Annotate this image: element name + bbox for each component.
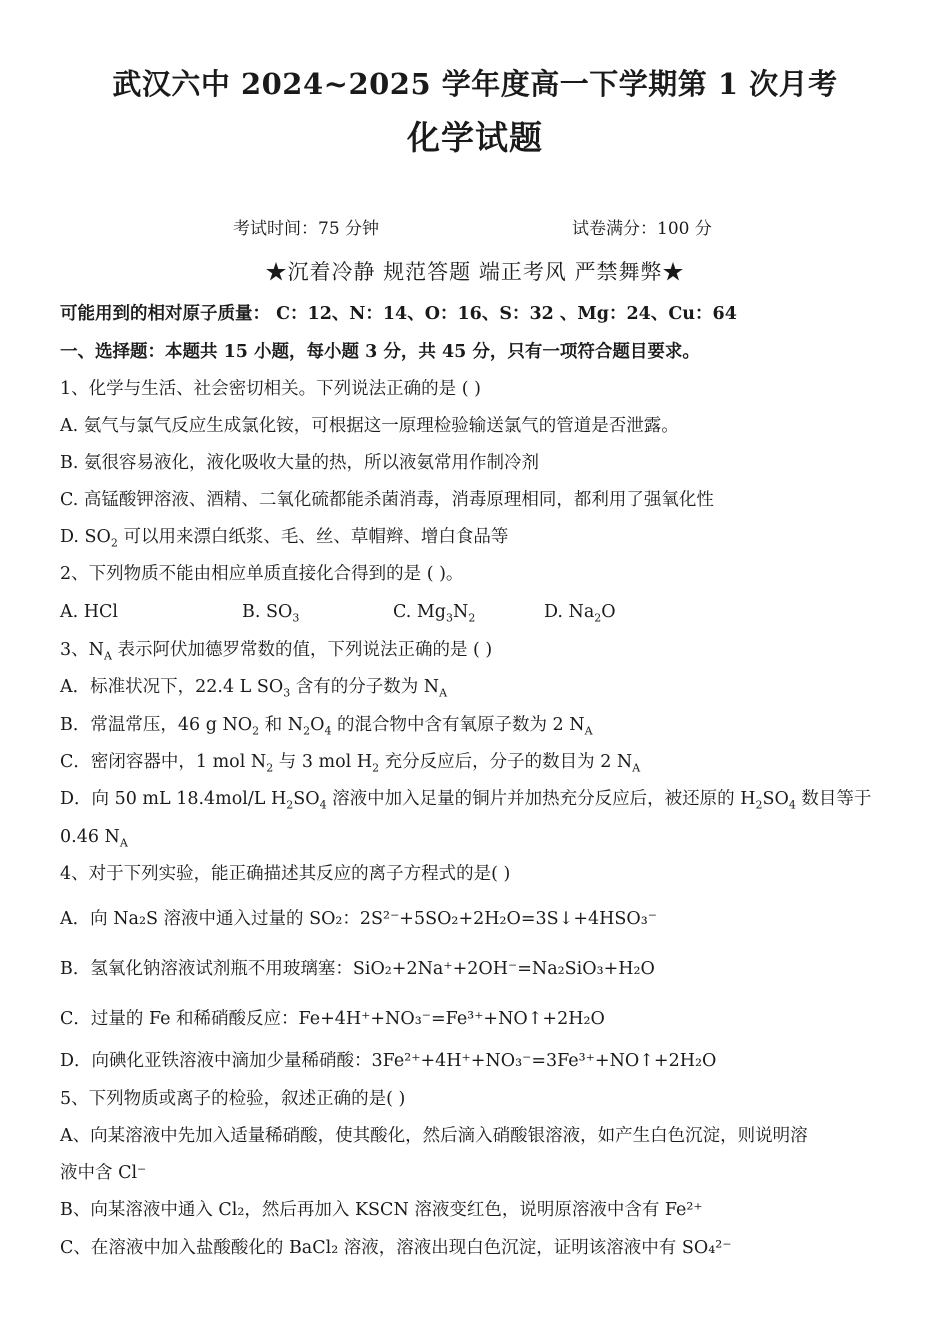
q1-option-d: D. $SO_2$ 可以用来漂白纸浆、毛、丝、草帽辫、增白食品等: [60, 527, 509, 550]
page-title: 武汉六中 2024~2025 学年度高一下学期第 1 次月考: [112, 67, 838, 101]
q1-stem: 1、化学与生活、社会密切相关。下列说法正确的是 ( ): [60, 379, 481, 399]
atomic-masses: 可能用到的相对原子质量： C：12、N：14、O：16、S：32 、Mg：24、Cu：64: [60, 304, 737, 324]
page-subtitle: 化学试题: [407, 118, 543, 157]
q3-option-c: C．密闭容器中，1 mol $N_2$ 与 3 mol $H_2$ 充分反应后，分子的数目为 2 $N_A$: [60, 752, 641, 775]
q1-option-b: B. 氨很容易液化，液化吸收大量的热，所以液氨常用作制冷剂: [60, 453, 539, 473]
q2-option-b: B. $SO_3$: [242, 602, 300, 625]
q5-stem: 5、下列物质或离子的检验，叙述正确的是( ): [60, 1089, 406, 1109]
q2-option-a: A. HCl: [60, 602, 119, 622]
q3-option-a: A．标准状况下，22.4 L $SO_3$ 含有的分子数为 $N_A$: [60, 677, 448, 700]
motto: ★沉着冷静 规范答题 端正考风 严禁舞弊★: [265, 260, 685, 284]
q3-option-d: D．向 50 mL 18.4mol/L $H_2SO_4$ 溶液中加入足量的铜片并加热充分反应后，被还原的 $H_2SO_4$ 数目等于: [60, 789, 872, 812]
q4-option-b: B．氢氧化钠溶液试剂瓶不用玻璃塞：SiO₂+2Na⁺+2OH⁻=Na₂SiO₃+H₂O: [60, 959, 655, 979]
q2-option-d: D. $Na_2O$: [544, 602, 616, 625]
q4-option-c: C．过量的 Fe 和稀硝酸反应：Fe+4H⁺+NO₃⁻=Fe³⁺+NO↑+2H₂O: [60, 1009, 605, 1029]
q2-stem: 2、下列物质不能由相应单质直接化合得到的是 ( )。: [60, 564, 464, 584]
q4-stem: 4、对于下列实验，能正确描述其反应的离子方程式的是( ): [60, 864, 511, 884]
q1-option-c: C. 高锰酸钾溶液、酒精、二氧化硫都能杀菌消毒，消毒原理相同，都利用了强氧化性: [60, 490, 714, 510]
q4-option-a: A．向 Na₂S 溶液中通入过量的 SO₂：2S²⁻+5SO₂+2H₂O=3S↓+4HSO₃⁻: [60, 909, 657, 929]
full-score: 试卷满分：100 分: [572, 219, 712, 239]
q5-option-c: C、在溶液中加入盐酸酸化的 BaCl₂ 溶液，溶液出现白色沉淀，证明该溶液中有 SO₄²⁻: [60, 1238, 732, 1258]
q3-option-d-cont: 0.46 $N_A$: [60, 827, 128, 850]
q5-option-a-cont: 液中含 Cl⁻: [60, 1163, 147, 1183]
q5-option-b: B、向某溶液中通入 Cl₂，然后再加入 KSCN 溶液变红色，说明原溶液中含有 Fe²⁺: [60, 1200, 703, 1220]
section-heading: 一、选择题：本题共 15 小题，每小题 3 分，共 45 分，只有一项符合题目要求。: [60, 342, 700, 362]
q4-option-d: D．向碘化亚铁溶液中滴加少量稀硝酸：3Fe²⁺+4H⁺+NO₃⁻=3Fe³⁺+NO↑+2H₂O: [60, 1051, 717, 1071]
q5-option-a: A、向某溶液中先加入适量稀硝酸，使其酸化，然后滴入硝酸银溶液，如产生白色沉淀，则说明溶: [60, 1126, 808, 1146]
q3-stem: 3、$N_A$ 表示阿伏加德罗常数的值，下列说法正确的是 ( ): [60, 640, 493, 663]
q1-option-a: A. 氨气与氯气反应生成氯化铵，可根据这一原理检验输送氯气的管道是否泄露。: [60, 416, 679, 436]
q2-option-c: C. $Mg_3N_2$: [393, 602, 476, 625]
q3-option-b: B．常温常压，46 g $NO_2$ 和 $N_2O_4$ 的混合物中含有氧原子数为 2 $N_A$: [60, 715, 593, 738]
exam-time: 考试时间：75 分钟: [233, 219, 380, 239]
